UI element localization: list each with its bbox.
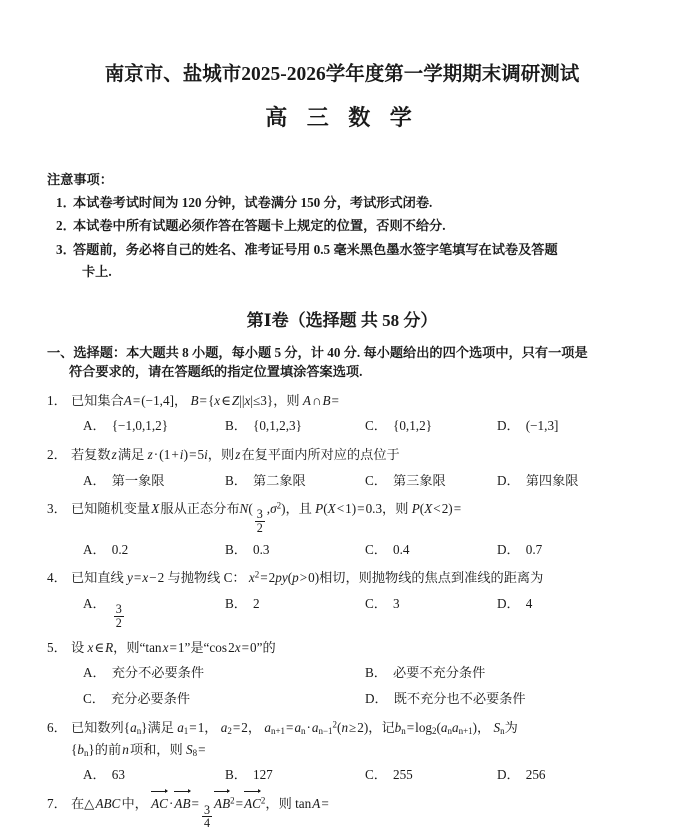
q1-stem-suffix: ，则 — [273, 393, 300, 409]
question-5-stem — [47, 638, 637, 657]
q3-stem-d: ，则 — [382, 500, 409, 516]
q6-stem-c: ， — [204, 719, 218, 735]
question-4-stem — [47, 568, 637, 587]
question-7 — [47, 793, 637, 830]
question-5-text: 设 x∈R，则“tan x=1”是“cos 2x=0”的 — [71, 640, 276, 656]
option-a[interactable]: A． $\frac{3}{2}$ — [83, 595, 122, 630]
page-subtitle: 高 三 数 学 — [265, 105, 419, 131]
option-a[interactable]: A． 0.2 — [83, 542, 129, 558]
q2-stem-d: 在复平面内所对应的点位于 — [241, 446, 400, 462]
notice-item — [47, 216, 637, 236]
notice-heading: 注意事项： — [47, 172, 113, 188]
option-c[interactable]: C． 3 — [365, 595, 400, 611]
question-5-number: 5． — [47, 640, 67, 656]
q6-stem-d: ， — [247, 719, 262, 735]
question-4-number: 4． — [47, 570, 67, 586]
question-1-number: 1． — [47, 393, 67, 409]
instruction-line-1: 一、选择题：本大题共 8 小题，每小题 5 分，计 40 分. 每小题给出的四个选项中，只有一项是 — [47, 344, 588, 360]
notice-item-continuation: 卡上. — [82, 263, 112, 279]
question-2-stem — [47, 445, 637, 465]
q3-mean-fraction: $\frac{3}{2}$ — [256, 507, 263, 535]
q4-stem-c: 相切，则抛物线的焦点到准线的距离为 — [319, 570, 544, 586]
question-4-options — [47, 594, 637, 630]
option-a[interactable]: A． {−1,0,1,2} — [83, 418, 169, 434]
section-instruction — [47, 343, 637, 383]
question-3-stem — [47, 499, 637, 535]
question-2 — [47, 445, 637, 490]
vector-ab-squared: AB — [214, 793, 230, 813]
q5-stem-a: 设 — [71, 640, 85, 656]
page-title: 南京市、盐城市2025-2026学年度第一学期期末调研测试 — [104, 64, 580, 85]
question-1-options — [47, 416, 637, 435]
q3-stem-b: 服从正态分布 — [160, 500, 240, 516]
option-a[interactable]: A． 第一象限 — [83, 472, 165, 488]
q5-stem-d: ”的 — [256, 640, 276, 656]
question-1-stem — [47, 391, 637, 410]
q6-stem-g: 为 — [504, 719, 518, 735]
page-content — [47, 62, 637, 830]
notice-item-text: 本试卷考试时间为 120 分钟，试卷满分 150 分，考试形式闭卷. — [73, 195, 433, 211]
q2-stem-c: ，则 — [207, 446, 235, 462]
question-5-options-row2 — [47, 689, 637, 708]
question-2-text: 若复数 z 满足 z·(1+i)=5i，则 z 在复平面内所对应的点位于 — [71, 446, 400, 462]
option-c[interactable]: C． 0.4 — [365, 542, 410, 558]
notice-item — [47, 240, 637, 260]
question-5-options-row1 — [47, 663, 637, 682]
option-b[interactable]: B． 127 — [225, 766, 273, 782]
question-6-stem — [47, 718, 637, 737]
question-7-text: 在△ ABC 中， AC·AB= $\frac{3}{4}$ $AB^2=AC^2$，则 tan A= — [71, 793, 637, 830]
option-d[interactable]: D． (−1,3] — [497, 418, 559, 434]
question-3 — [47, 499, 637, 560]
notice-list — [47, 193, 637, 259]
notice-item-number: 3． — [56, 241, 76, 257]
q6-cont-a: 的前 — [94, 741, 122, 757]
q5-stem-c: ”是“ — [184, 640, 210, 656]
q7-fraction: $\frac{3}{4}$ — [203, 802, 211, 831]
q6-stem-a: 已知数列 — [71, 719, 124, 735]
notice-item-text: 本试卷中所有试题必须作答在答题卡上规定的位置，否则不给分. — [73, 218, 446, 234]
q7-stem-c: ，则 — [265, 796, 292, 812]
section-title: 第Ⅰ卷（选择题 共 58 分） — [246, 310, 438, 330]
notice-item — [47, 193, 637, 213]
instruction-line-2: 符合要求的，请在答题纸的指定位置填涂答案选项. — [69, 364, 363, 380]
option-a[interactable]: A． 充分不必要条件 — [83, 665, 205, 681]
q6-stem-e: ，记 — [368, 719, 395, 735]
vector-ac: AC — [151, 793, 168, 813]
option-a[interactable]: A． 63 — [83, 766, 125, 782]
question-6-continuation: $\{b_n\}$的前 n 项和，则 $S_8=$ — [71, 741, 206, 758]
option-b[interactable]: B． {0,1,2,3} — [225, 418, 302, 434]
notice-section — [47, 170, 637, 281]
question-6-text: 已知数列$\{a_n\}$满足 $a_1=1$， $a_2=2$， $a_{n+1}=a_n\cdot a_{n-1}^2(n\ge 2)$，记$b_n=\log_2(a_na_{n+1})$， $S_n$为 — [71, 719, 518, 736]
q6-stem-b: 满足 — [147, 719, 174, 735]
question-4-text: 已知直线 y=x−2 与抛物线 C： $x^2=2py(p>0)$相切，则抛物线的焦点到准线的距离为 — [71, 570, 544, 586]
notice-item-number: 2． — [56, 218, 76, 234]
q6-cont-b: 项和，则 — [129, 741, 183, 757]
option-d[interactable]: D． 4 — [497, 595, 533, 611]
option-a-fraction: $\frac{3}{2}$ — [115, 602, 122, 630]
option-b[interactable]: B． 2 — [225, 595, 260, 611]
option-d[interactable]: D． 0.7 — [497, 542, 543, 558]
option-d[interactable]: D． 256 — [497, 766, 546, 782]
question-3-options — [47, 540, 637, 559]
q7-stem-b: 中， — [121, 796, 148, 812]
q6-stem-f: ， — [477, 719, 491, 735]
option-d[interactable]: D． 第四象限 — [497, 472, 579, 488]
question-6 — [47, 718, 637, 784]
option-b[interactable]: B． 必要不充分条件 — [365, 665, 486, 681]
vector-ac-squared: AC — [244, 793, 261, 813]
option-c[interactable]: C． {0,1,2} — [365, 418, 433, 434]
q7-stem-a: 在△ — [71, 796, 95, 812]
vector-ab: AB — [174, 793, 190, 813]
q3-stem-c: ，且 — [285, 500, 312, 516]
question-1 — [47, 391, 637, 435]
q5-stem-b: ，则“ — [113, 640, 146, 656]
question-3-number: 3． — [47, 500, 67, 516]
notice-item-number: 1． — [56, 195, 76, 211]
q3-stem-a: 已知随机变量 — [71, 500, 151, 516]
option-b[interactable]: B． 0.3 — [225, 542, 270, 558]
notice-item-text: 答题前，务必将自己的姓名、准考证号用 0.5 毫米黑色墨水签字笔填写在试卷及答题 — [73, 241, 558, 257]
option-b[interactable]: B． 第二象限 — [225, 472, 306, 488]
option-c[interactable]: C． 充分必要条件 — [83, 691, 191, 707]
question-4 — [47, 568, 637, 629]
q4-stem-a: 已知直线 — [71, 570, 124, 586]
question-3-text: 已知随机变量 X 服从正态分布N( $\frac{3}{2}$ $,\sigma^2$)，且 P(X<1)=0.3，则 P(X<2)= — [71, 500, 462, 535]
question-7-number: 7． — [47, 796, 67, 812]
option-c[interactable]: C． 255 — [365, 766, 413, 782]
option-c[interactable]: C． 第三象限 — [365, 472, 446, 488]
option-d[interactable]: D． 既不充分也不必要条件 — [365, 691, 526, 707]
question-6-number: 6． — [47, 719, 67, 735]
question-5 — [47, 638, 637, 708]
q2-stem-b: 满足 — [117, 446, 145, 462]
question-2-options — [47, 471, 637, 490]
question-1-text: 已知集合A=(−1,4]， B={x∈Z||x|≤3}，则 A∩B= — [71, 393, 339, 409]
question-7-stem — [47, 793, 637, 830]
question-2-number: 2． — [47, 446, 67, 462]
q2-stem-a: 若复数 — [71, 446, 111, 462]
q4-stem-b: 与抛物线 C： — [167, 570, 246, 586]
question-6-options — [47, 765, 637, 784]
q1-stem-prefix: 已知集合 — [71, 393, 124, 409]
